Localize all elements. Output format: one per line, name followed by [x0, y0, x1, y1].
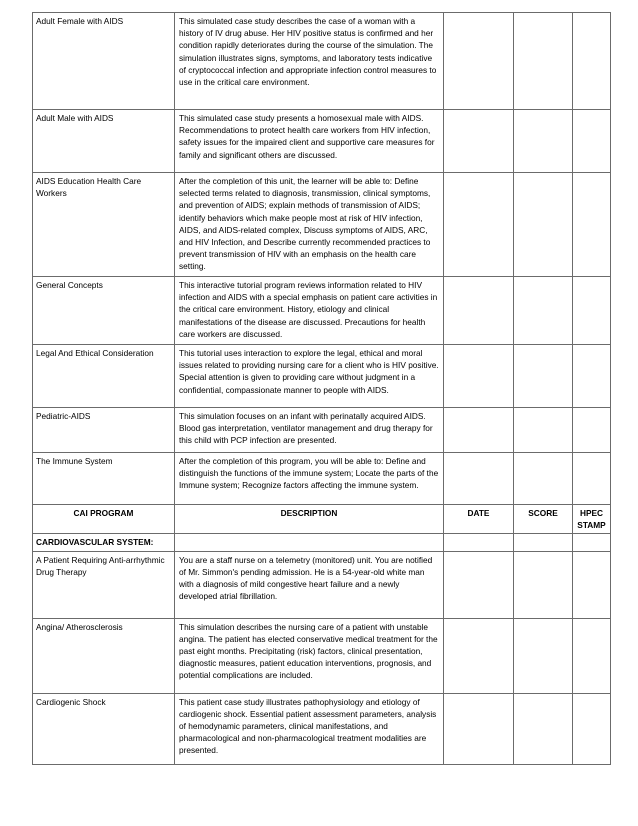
- table-row: [33, 551, 611, 618]
- program-description: This simulation focuses on an infant with perinatally acquired AIDS. Blood gas interpretation, ventilator management and drug therapy for this child with PCP infection are presented.: [175, 408, 444, 453]
- score-cell[interactable]: [514, 13, 573, 110]
- stamp-cell: [573, 453, 611, 505]
- program-description: This simulated case study describes the case of a woman with a history of IV drug abuse. Her HIV positive status is confirmed and her condition rapidly deteriorates during the course of the simulation. The simulation illustrates signs, symptoms, and laboratory tests indicative of cryptococcal infection and appropriate infection control measures to use in the critical care environment.: [175, 13, 444, 110]
- program-name: General Concepts: [33, 277, 175, 345]
- program-description: After the completion of this program, you will be able to: Define and distinguish the functions of the immune system; Locate the parts of the Immune system; Recognize factors affecting the immune system.: [175, 453, 444, 505]
- program-description: This simulation describes the nursing care of a patient with unstable angina. The patient has elected conservative medical treatment for the past eight months. Precipitating (risk) factors, clinical presentation, diagnostic measures, patient education interventions, prognosis, and potential complications are included.: [175, 618, 444, 693]
- date-cell[interactable]: [444, 453, 514, 505]
- column-header-date: DATE: [444, 505, 514, 534]
- program-description: After the completion of this unit, the learner will be able to: Define selected terms related to diagnosis, transmission, clinical symptoms, and prevention of AIDS; explain methods of transmission of AIDS; identify behaviors which make people most at risk of HIV infection, AIDS, and AIDS-related complex, Discuss symptoms of AIDS, ARC, and HIV Infection, and Describe currently recommended practices to prevent transmission of HIV with an emphasis on the health care setting.: [175, 173, 444, 277]
- program-name: AIDS Education Health Care Workers: [33, 173, 175, 277]
- program-name: Adult Male with AIDS: [33, 110, 175, 173]
- stamp-cell: [573, 173, 611, 277]
- date-cell[interactable]: [444, 618, 514, 693]
- stamp-cell: [573, 551, 611, 618]
- stamp-cell: [573, 408, 611, 453]
- program-description: This tutorial uses interaction to explore the legal, ethical and moral issues related to providing nursing care for a client who is HIV positive. Special attention is given to providing care without judgment in a confidential, compassionate manner to people with AIDS.: [175, 345, 444, 408]
- score-cell[interactable]: [514, 408, 573, 453]
- score-cell[interactable]: [514, 551, 573, 618]
- stamp-cell: [573, 13, 611, 110]
- score-cell[interactable]: [514, 345, 573, 408]
- program-description: This patient case study illustrates pathophysiology and etiology of cardiogenic shock. Essential patient assessment parameters, analysis of hemodynamic parameters, clinical manifestations, and pharmacological and non-pharmacological treatment modalities are presented.: [175, 693, 444, 764]
- date-cell[interactable]: [444, 173, 514, 277]
- cai-program-table: [32, 12, 611, 765]
- table-row: [33, 618, 611, 693]
- score-cell[interactable]: [514, 693, 573, 764]
- stamp-cell: [573, 110, 611, 173]
- section-row: [33, 534, 611, 551]
- table-row: [33, 110, 611, 173]
- stamp-cell: [573, 345, 611, 408]
- date-cell[interactable]: [444, 13, 514, 110]
- score-cell[interactable]: [514, 277, 573, 345]
- program-name: Angina/ Atherosclerosis: [33, 618, 175, 693]
- program-name: Cardiogenic Shock: [33, 693, 175, 764]
- section-title: CARDIOVASCULAR SYSTEM:: [33, 534, 175, 551]
- table-header-row: [33, 505, 611, 534]
- score-cell[interactable]: [514, 173, 573, 277]
- stamp-cell: [573, 693, 611, 764]
- table-row: [33, 173, 611, 277]
- table-row: [33, 345, 611, 408]
- table-row: [33, 13, 611, 110]
- table-row: [33, 277, 611, 345]
- column-header-score: SCORE: [514, 505, 573, 534]
- program-name: The Immune System: [33, 453, 175, 505]
- date-cell[interactable]: [444, 408, 514, 453]
- date-cell[interactable]: [444, 551, 514, 618]
- column-header-description: DESCRIPTION: [175, 505, 444, 534]
- stamp-cell: [573, 618, 611, 693]
- program-name: Adult Female with AIDS: [33, 13, 175, 110]
- column-header-program: CAI PROGRAM: [33, 505, 175, 534]
- date-cell[interactable]: [444, 110, 514, 173]
- date-cell[interactable]: [444, 693, 514, 764]
- program-description: This simulated case study presents a homosexual male with AIDS. Recommendations to protect health care workers from HIV infection, safety issues for the impaired client and supportive care measures for family and significant others are discussed.: [175, 110, 444, 173]
- program-name: A Patient Requiring Anti-arrhythmic Drug Therapy: [33, 551, 175, 618]
- score-cell[interactable]: [514, 453, 573, 505]
- column-header-stamp: HPEC STAMP: [573, 505, 611, 534]
- table-row: [33, 453, 611, 505]
- program-name: Pediatric-AIDS: [33, 408, 175, 453]
- table-row: [33, 693, 611, 764]
- program-description: This interactive tutorial program reviews information related to HIV infection and AIDS with a special emphasis on patient care activities in the critical care environment. History, etiology and clinical manifestations of the disease are discussed. Precautions for health care workers are discussed.: [175, 277, 444, 345]
- score-cell[interactable]: [514, 110, 573, 173]
- table-row: [33, 408, 611, 453]
- program-name: Legal And Ethical Consideration: [33, 345, 175, 408]
- score-cell[interactable]: [514, 618, 573, 693]
- program-description: You are a staff nurse on a telemetry (monitored) unit. You are notified of Mr. Simmon's pending admission. He is a 54-year-old white man with a diagnosis of mild congestive heart failure and a newly developed atrial fibrillation.: [175, 551, 444, 618]
- date-cell[interactable]: [444, 345, 514, 408]
- date-cell[interactable]: [444, 277, 514, 345]
- stamp-cell: [573, 277, 611, 345]
